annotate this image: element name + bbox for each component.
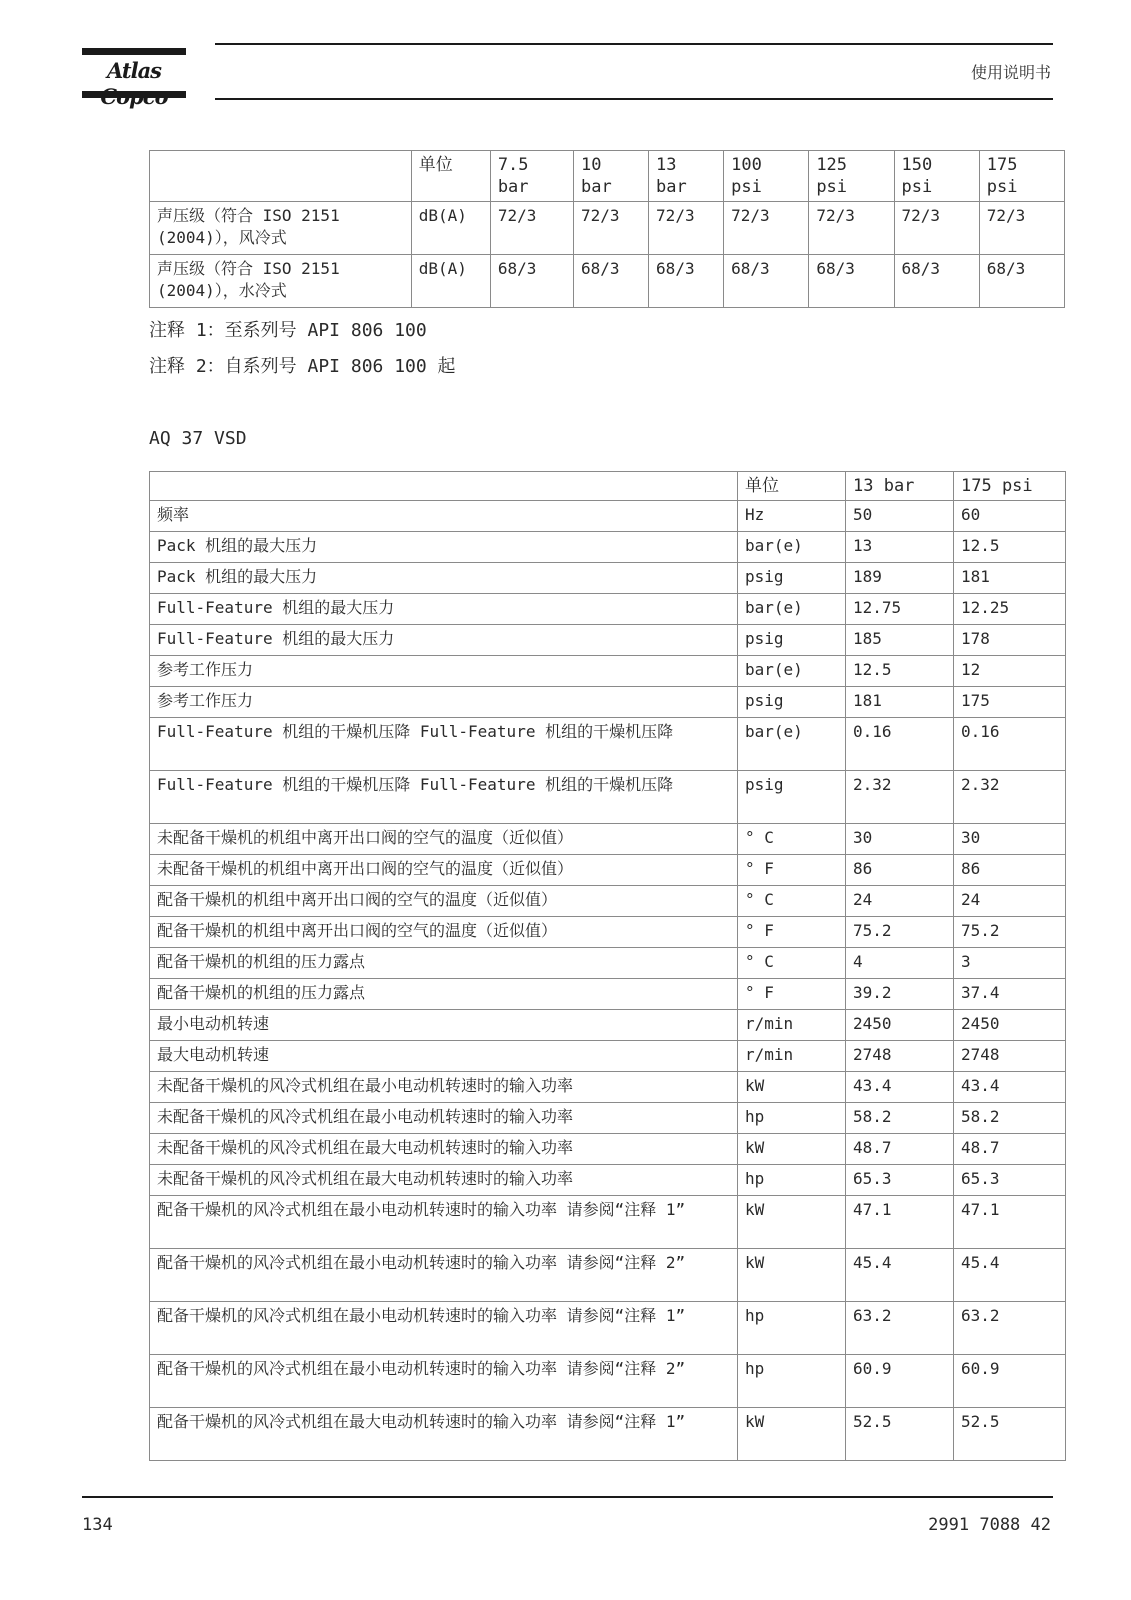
- header-rule-bottom: [215, 98, 1053, 100]
- unit-cell: Hz: [738, 501, 846, 532]
- value-cell: 24: [954, 886, 1066, 917]
- unit-cell: hp: [738, 1165, 846, 1196]
- row-label-cell: 未配备干燥机的机组中离开出口阀的空气的温度（近似值）: [150, 824, 738, 855]
- header-rule-top: [215, 43, 1053, 45]
- value-cell: 39.2: [846, 979, 954, 1010]
- value-cell: 75.2: [954, 917, 1066, 948]
- value-cell: 185: [846, 625, 954, 656]
- table-row: [150, 1408, 1066, 1461]
- row-label-cell: 配备干燥机的机组中离开出口阀的空气的温度（近似值）: [150, 886, 738, 917]
- table-row: [150, 771, 1066, 824]
- document-number: 2991 7088 42: [928, 1515, 1051, 1535]
- table-row: [150, 1072, 1066, 1103]
- unit-cell: kW: [738, 1134, 846, 1165]
- value-cell: 68/3: [724, 255, 809, 308]
- table-row: [150, 1010, 1066, 1041]
- row-label-cell: 配备干燥机的风冷式机组在最小电动机转速时的输入功率 请参阅“注释 1”: [150, 1302, 738, 1355]
- table-row: [150, 687, 1066, 718]
- value-cell: 72/3: [894, 202, 979, 255]
- unit-cell: bar(e): [738, 594, 846, 625]
- row-label-cell: 频率: [150, 501, 738, 532]
- unit-cell: ° F: [738, 855, 846, 886]
- table-row: [150, 1355, 1066, 1408]
- value-cell: 68/3: [894, 255, 979, 308]
- unit-cell: psig: [738, 563, 846, 594]
- header-cell: 100 psi: [724, 151, 809, 202]
- value-cell: 72/3: [809, 202, 894, 255]
- table-row: [150, 501, 1066, 532]
- value-cell: 0.16: [846, 718, 954, 771]
- value-cell: 12.25: [954, 594, 1066, 625]
- aq37-vsd-spec-table: [149, 471, 1066, 1461]
- value-cell: 58.2: [846, 1103, 954, 1134]
- table-row: [150, 824, 1066, 855]
- value-cell: 68/3: [979, 255, 1064, 308]
- value-cell: 13: [846, 532, 954, 563]
- value-cell: 43.4: [846, 1072, 954, 1103]
- row-label-cell: 配备干燥机的机组的压力露点: [150, 948, 738, 979]
- value-cell: 37.4: [954, 979, 1066, 1010]
- value-cell: 72/3: [724, 202, 809, 255]
- value-cell: 47.1: [954, 1196, 1066, 1249]
- row-label-cell: Full-Feature 机组的最大压力: [150, 594, 738, 625]
- value-cell: 181: [846, 687, 954, 718]
- unit-cell: kW: [738, 1249, 846, 1302]
- table-row: [150, 532, 1066, 563]
- header-cell: [150, 151, 412, 202]
- table-header-row: [150, 472, 1066, 501]
- value-cell: 72/3: [979, 202, 1064, 255]
- row-label-cell: 未配备干燥机的风冷式机组在最大电动机转速时的输入功率: [150, 1134, 738, 1165]
- row-label-cell: 最小电动机转速: [150, 1010, 738, 1041]
- table-row: [150, 886, 1066, 917]
- header-cell: 175 psi: [954, 472, 1066, 501]
- table-row: [150, 202, 1065, 255]
- header-cell: 150 psi: [894, 151, 979, 202]
- row-label-cell: 配备干燥机的风冷式机组在最小电动机转速时的输入功率 请参阅“注释 2”: [150, 1355, 738, 1408]
- table-row: [150, 1302, 1066, 1355]
- section-title: AQ 37 VSD: [149, 428, 247, 449]
- value-cell: 68/3: [649, 255, 724, 308]
- value-cell: 63.2: [846, 1302, 954, 1355]
- footer-rule: [82, 1496, 1053, 1498]
- value-cell: 2.32: [954, 771, 1066, 824]
- value-cell: 189: [846, 563, 954, 594]
- value-cell: 2748: [954, 1041, 1066, 1072]
- value-cell: 52.5: [954, 1408, 1066, 1461]
- value-cell: 178: [954, 625, 1066, 656]
- unit-cell: hp: [738, 1355, 846, 1408]
- value-cell: 68/3: [809, 255, 894, 308]
- value-cell: 50: [846, 501, 954, 532]
- value-cell: 43.4: [954, 1072, 1066, 1103]
- unit-cell: psig: [738, 771, 846, 824]
- unit-cell: kW: [738, 1072, 846, 1103]
- atlas-copco-logo: Atlas: [106, 58, 162, 83]
- page-number: 134: [82, 1515, 113, 1535]
- value-cell: 30: [954, 824, 1066, 855]
- row-label-cell: 未配备干燥机的机组中离开出口阀的空气的温度（近似值）: [150, 855, 738, 886]
- table-row: [150, 979, 1066, 1010]
- header-cell: 175 psi: [979, 151, 1064, 202]
- value-cell: 4: [846, 948, 954, 979]
- row-label-cell: Full-Feature 机组的最大压力: [150, 625, 738, 656]
- unit-cell: hp: [738, 1103, 846, 1134]
- value-cell: 58.2: [954, 1103, 1066, 1134]
- value-cell: 72/3: [490, 202, 573, 255]
- value-cell: 45.4: [846, 1249, 954, 1302]
- row-label-cell: 未配备干燥机的风冷式机组在最小电动机转速时的输入功率: [150, 1072, 738, 1103]
- unit-cell: kW: [738, 1196, 846, 1249]
- unit-cell: kW: [738, 1408, 846, 1461]
- row-label-cell: Pack 机组的最大压力: [150, 532, 738, 563]
- value-cell: 48.7: [846, 1134, 954, 1165]
- table-row: [150, 948, 1066, 979]
- table-row: [150, 1134, 1066, 1165]
- row-label-cell: 声压级（符合 ISO 2151 (2004)），水冷式: [150, 255, 412, 308]
- row-label-cell: 配备干燥机的风冷式机组在最小电动机转速时的输入功率 请参阅“注释 2”: [150, 1249, 738, 1302]
- value-cell: 24: [846, 886, 954, 917]
- row-label-cell: 参考工作压力: [150, 687, 738, 718]
- unit-cell: bar(e): [738, 718, 846, 771]
- value-cell: 75.2: [846, 917, 954, 948]
- row-label-cell: Full-Feature 机组的干燥机压降 Full-Feature 机组的干燥机压降: [150, 718, 738, 771]
- value-cell: 72/3: [573, 202, 648, 255]
- row-label-cell: 未配备干燥机的风冷式机组在最大电动机转速时的输入功率: [150, 1165, 738, 1196]
- value-cell: 181: [954, 563, 1066, 594]
- value-cell: 65.3: [954, 1165, 1066, 1196]
- table-row: [150, 1249, 1066, 1302]
- row-label-cell: 声压级（符合 ISO 2151 (2004)），风冷式: [150, 202, 412, 255]
- unit-cell: r/min: [738, 1041, 846, 1072]
- row-label-cell: 最大电动机转速: [150, 1041, 738, 1072]
- value-cell: 175: [954, 687, 1066, 718]
- note-1: 注释 1：至系列号 API 806 100: [149, 320, 427, 341]
- unit-cell: ° C: [738, 886, 846, 917]
- table-header-row: [150, 151, 1065, 202]
- value-cell: 48.7: [954, 1134, 1066, 1165]
- header-cell: 单位: [411, 151, 490, 202]
- row-label-cell: Full-Feature 机组的干燥机压降 Full-Feature 机组的干燥机压降: [150, 771, 738, 824]
- header-cell: 13 bar: [846, 472, 954, 501]
- value-cell: 52.5: [846, 1408, 954, 1461]
- table-row: [150, 1103, 1066, 1134]
- value-cell: 3: [954, 948, 1066, 979]
- table-row: [150, 625, 1066, 656]
- table-row: [150, 255, 1065, 308]
- unit-cell: psig: [738, 625, 846, 656]
- row-label-cell: 未配备干燥机的风冷式机组在最小电动机转速时的输入功率: [150, 1103, 738, 1134]
- value-cell: 63.2: [954, 1302, 1066, 1355]
- header-cell: 13 bar: [649, 151, 724, 202]
- value-cell: 12.5: [846, 656, 954, 687]
- unit-cell: r/min: [738, 1010, 846, 1041]
- value-cell: 45.4: [954, 1249, 1066, 1302]
- value-cell: 72/3: [649, 202, 724, 255]
- table-row: [150, 718, 1066, 771]
- unit-cell: hp: [738, 1302, 846, 1355]
- value-cell: 2.32: [846, 771, 954, 824]
- logo-bar-top: [82, 48, 186, 55]
- table-row: [150, 1165, 1066, 1196]
- value-cell: 0.16: [954, 718, 1066, 771]
- value-cell: 68/3: [573, 255, 648, 308]
- value-cell: 47.1: [846, 1196, 954, 1249]
- unit-cell: dB(A): [411, 255, 490, 308]
- unit-cell: ° C: [738, 948, 846, 979]
- header-cell: 单位: [738, 472, 846, 501]
- note-2: 注释 2：自系列号 API 806 100 起: [149, 356, 456, 377]
- sound-pressure-table: [149, 150, 1065, 308]
- value-cell: 30: [846, 824, 954, 855]
- header-cell: [150, 472, 738, 501]
- table-row: [150, 917, 1066, 948]
- table-row: [150, 656, 1066, 687]
- unit-cell: bar(e): [738, 532, 846, 563]
- unit-cell: dB(A): [411, 202, 490, 255]
- value-cell: 60.9: [846, 1355, 954, 1408]
- row-label-cell: 配备干燥机的机组中离开出口阀的空气的温度（近似值）: [150, 917, 738, 948]
- row-label-cell: 参考工作压力: [150, 656, 738, 687]
- value-cell: 12.75: [846, 594, 954, 625]
- table-row: [150, 1041, 1066, 1072]
- row-label-cell: 配备干燥机的机组的压力露点: [150, 979, 738, 1010]
- unit-cell: psig: [738, 687, 846, 718]
- value-cell: 12: [954, 656, 1066, 687]
- table-row: [150, 563, 1066, 594]
- value-cell: 86: [846, 855, 954, 886]
- value-cell: 2748: [846, 1041, 954, 1072]
- row-label-cell: 配备干燥机的风冷式机组在最大电动机转速时的输入功率 请参阅“注释 1”: [150, 1408, 738, 1461]
- logo-bar-bottom: [82, 91, 186, 98]
- row-label-cell: 配备干燥机的风冷式机组在最小电动机转速时的输入功率 请参阅“注释 1”: [150, 1196, 738, 1249]
- value-cell: 68/3: [490, 255, 573, 308]
- value-cell: 65.3: [846, 1165, 954, 1196]
- value-cell: 60: [954, 501, 1066, 532]
- value-cell: 2450: [846, 1010, 954, 1041]
- header-cell: 10 bar: [573, 151, 648, 202]
- header-title: 使用说明书: [970, 63, 1051, 82]
- unit-cell: ° F: [738, 917, 846, 948]
- value-cell: 86: [954, 855, 1066, 886]
- value-cell: 12.5: [954, 532, 1066, 563]
- value-cell: 60.9: [954, 1355, 1066, 1408]
- unit-cell: ° F: [738, 979, 846, 1010]
- table-row: [150, 855, 1066, 886]
- header-cell: 125 psi: [809, 151, 894, 202]
- table-row: [150, 1196, 1066, 1249]
- row-label-cell: Pack 机组的最大压力: [150, 563, 738, 594]
- value-cell: 2450: [954, 1010, 1066, 1041]
- unit-cell: ° C: [738, 824, 846, 855]
- unit-cell: bar(e): [738, 656, 846, 687]
- header-cell: 7.5 bar: [490, 151, 573, 202]
- table-row: [150, 594, 1066, 625]
